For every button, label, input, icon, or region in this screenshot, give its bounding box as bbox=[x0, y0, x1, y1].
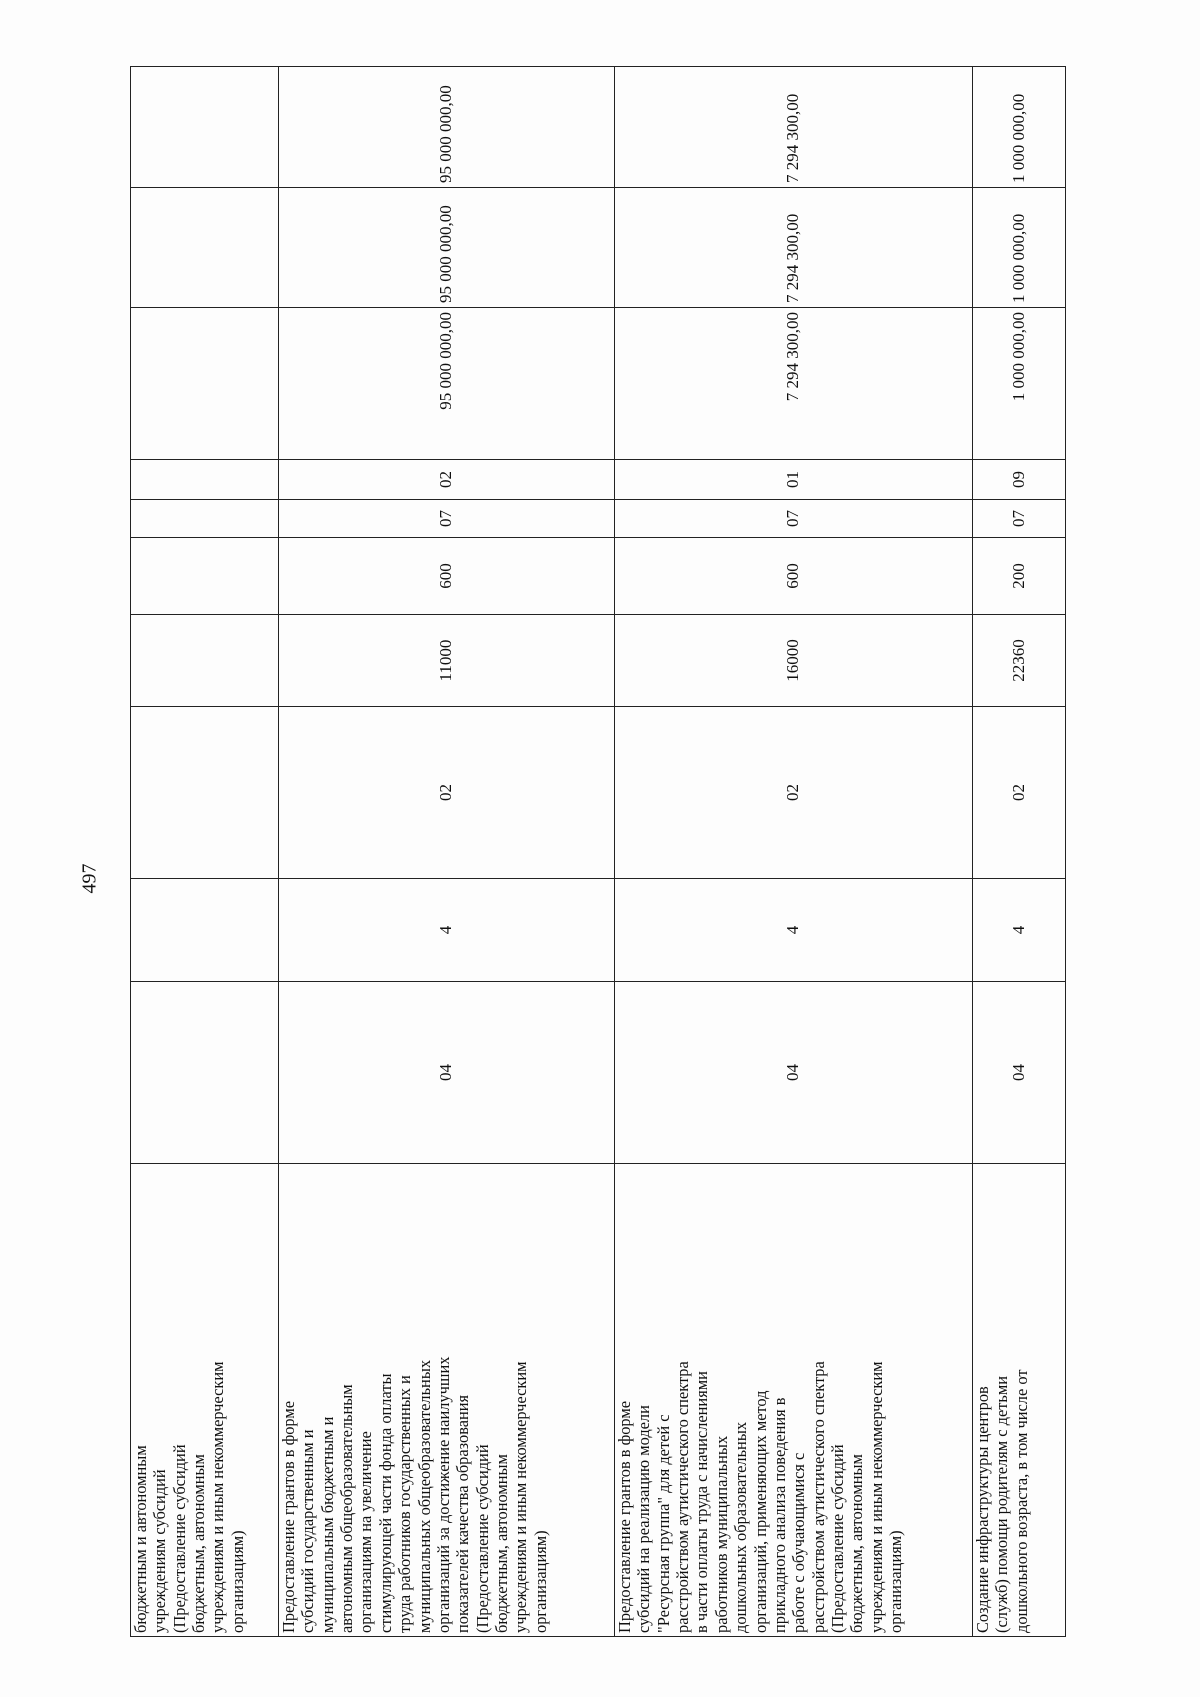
cell-amount-3: 1 000 000,00 bbox=[973, 67, 1066, 188]
cell-amount-3: 7 294 300,00 bbox=[615, 67, 973, 188]
table-row bbox=[973, 67, 1066, 1637]
cell-code-1: 04 bbox=[279, 982, 615, 1164]
cell-code-4: 11000 bbox=[279, 615, 615, 707]
row-description: Создание инфраструктуры центров (служб) помощи родителям с детьми дошкольного возраста, в том числе от bbox=[973, 1164, 1066, 1637]
cell-code-2 bbox=[131, 879, 279, 982]
cell-code-4 bbox=[131, 615, 279, 707]
cell-code-3: 02 bbox=[279, 707, 615, 879]
cell-amount-2: 1 000 000,00 bbox=[973, 188, 1066, 308]
cell-amount-2 bbox=[131, 188, 279, 308]
cell-code-2: 4 bbox=[279, 879, 615, 982]
cell-code-1: 04 bbox=[973, 982, 1066, 1164]
cell-code-4: 16000 bbox=[615, 615, 973, 707]
row-description: Предоставление грантов в форме субсидий на реализацию модели "Ресурсная группа" для детей с расстройством аутистического спектра в части оплаты труда с начислениями работников муниципальных дошкольных образовательных организаций, применяющих метод прикладного анализа поведения в работе с обучающимися с расстройством аутистического спектра (Предоставление субсидий бюджетным, автономным учреждениям и иным некоммерческим организациям) bbox=[615, 1164, 973, 1637]
cell-code-7 bbox=[131, 460, 279, 500]
cell-code-7: 09 bbox=[973, 460, 1066, 500]
cell-code-7: 02 bbox=[279, 460, 615, 500]
cell-code-5: 600 bbox=[615, 538, 973, 615]
page-number bbox=[70, 848, 110, 908]
cell-code-6 bbox=[131, 500, 279, 538]
cell-amount-1: 7 294 300,00 bbox=[615, 308, 973, 460]
cell-code-3: 02 bbox=[615, 707, 973, 879]
row-description: Предоставление грантов в форме субсидий государственным и муниципальным бюджетным и автономным общеобразовательным организациям на увеличение стимулирующей части фонда оплаты труда работников государственных и муниципальных общеобразовательных организаций за достижение наилучших показателей качества образования (Предоставление субсидий бюджетным, автономным учреждениям и иным некоммерческим организациям) bbox=[279, 1164, 615, 1637]
rotated-page-content bbox=[130, 67, 1065, 1637]
cell-amount-2: 95 000 000,00 bbox=[279, 188, 615, 308]
cell-code-5: 600 bbox=[279, 538, 615, 615]
row-description: бюджетным и автономным учреждениям субсидий (Предоставление субсидий бюджетным, автономным учреждениям и иным некоммерческим организациям) bbox=[131, 1164, 279, 1637]
cell-code-3: 02 bbox=[973, 707, 1066, 879]
cell-amount-1 bbox=[131, 308, 279, 460]
table-row bbox=[279, 67, 615, 1637]
cell-code-7: 01 bbox=[615, 460, 973, 500]
cell-code-6: 07 bbox=[279, 500, 615, 538]
cell-amount-1: 95 000 000,00 bbox=[279, 308, 615, 460]
cell-code-6: 07 bbox=[615, 500, 973, 538]
cell-code-5: 200 bbox=[973, 538, 1066, 615]
cell-amount-2: 7 294 300,00 bbox=[615, 188, 973, 308]
cell-code-4: 22360 bbox=[973, 615, 1066, 707]
cell-code-5 bbox=[131, 538, 279, 615]
cell-amount-1: 1 000 000,00 bbox=[973, 308, 1066, 460]
cell-code-1: 04 bbox=[615, 982, 973, 1164]
page-number-text: 497 bbox=[78, 863, 101, 893]
cell-amount-3 bbox=[131, 67, 279, 188]
table-row bbox=[131, 67, 279, 1637]
cell-code-3 bbox=[131, 707, 279, 879]
cell-amount-3: 95 000 000,00 bbox=[279, 67, 615, 188]
cell-code-6: 07 bbox=[973, 500, 1066, 538]
budget-table bbox=[130, 66, 1066, 1637]
cell-code-1 bbox=[131, 982, 279, 1164]
cell-code-2: 4 bbox=[615, 879, 973, 982]
table-row bbox=[615, 67, 973, 1637]
cell-code-2: 4 bbox=[973, 879, 1066, 982]
